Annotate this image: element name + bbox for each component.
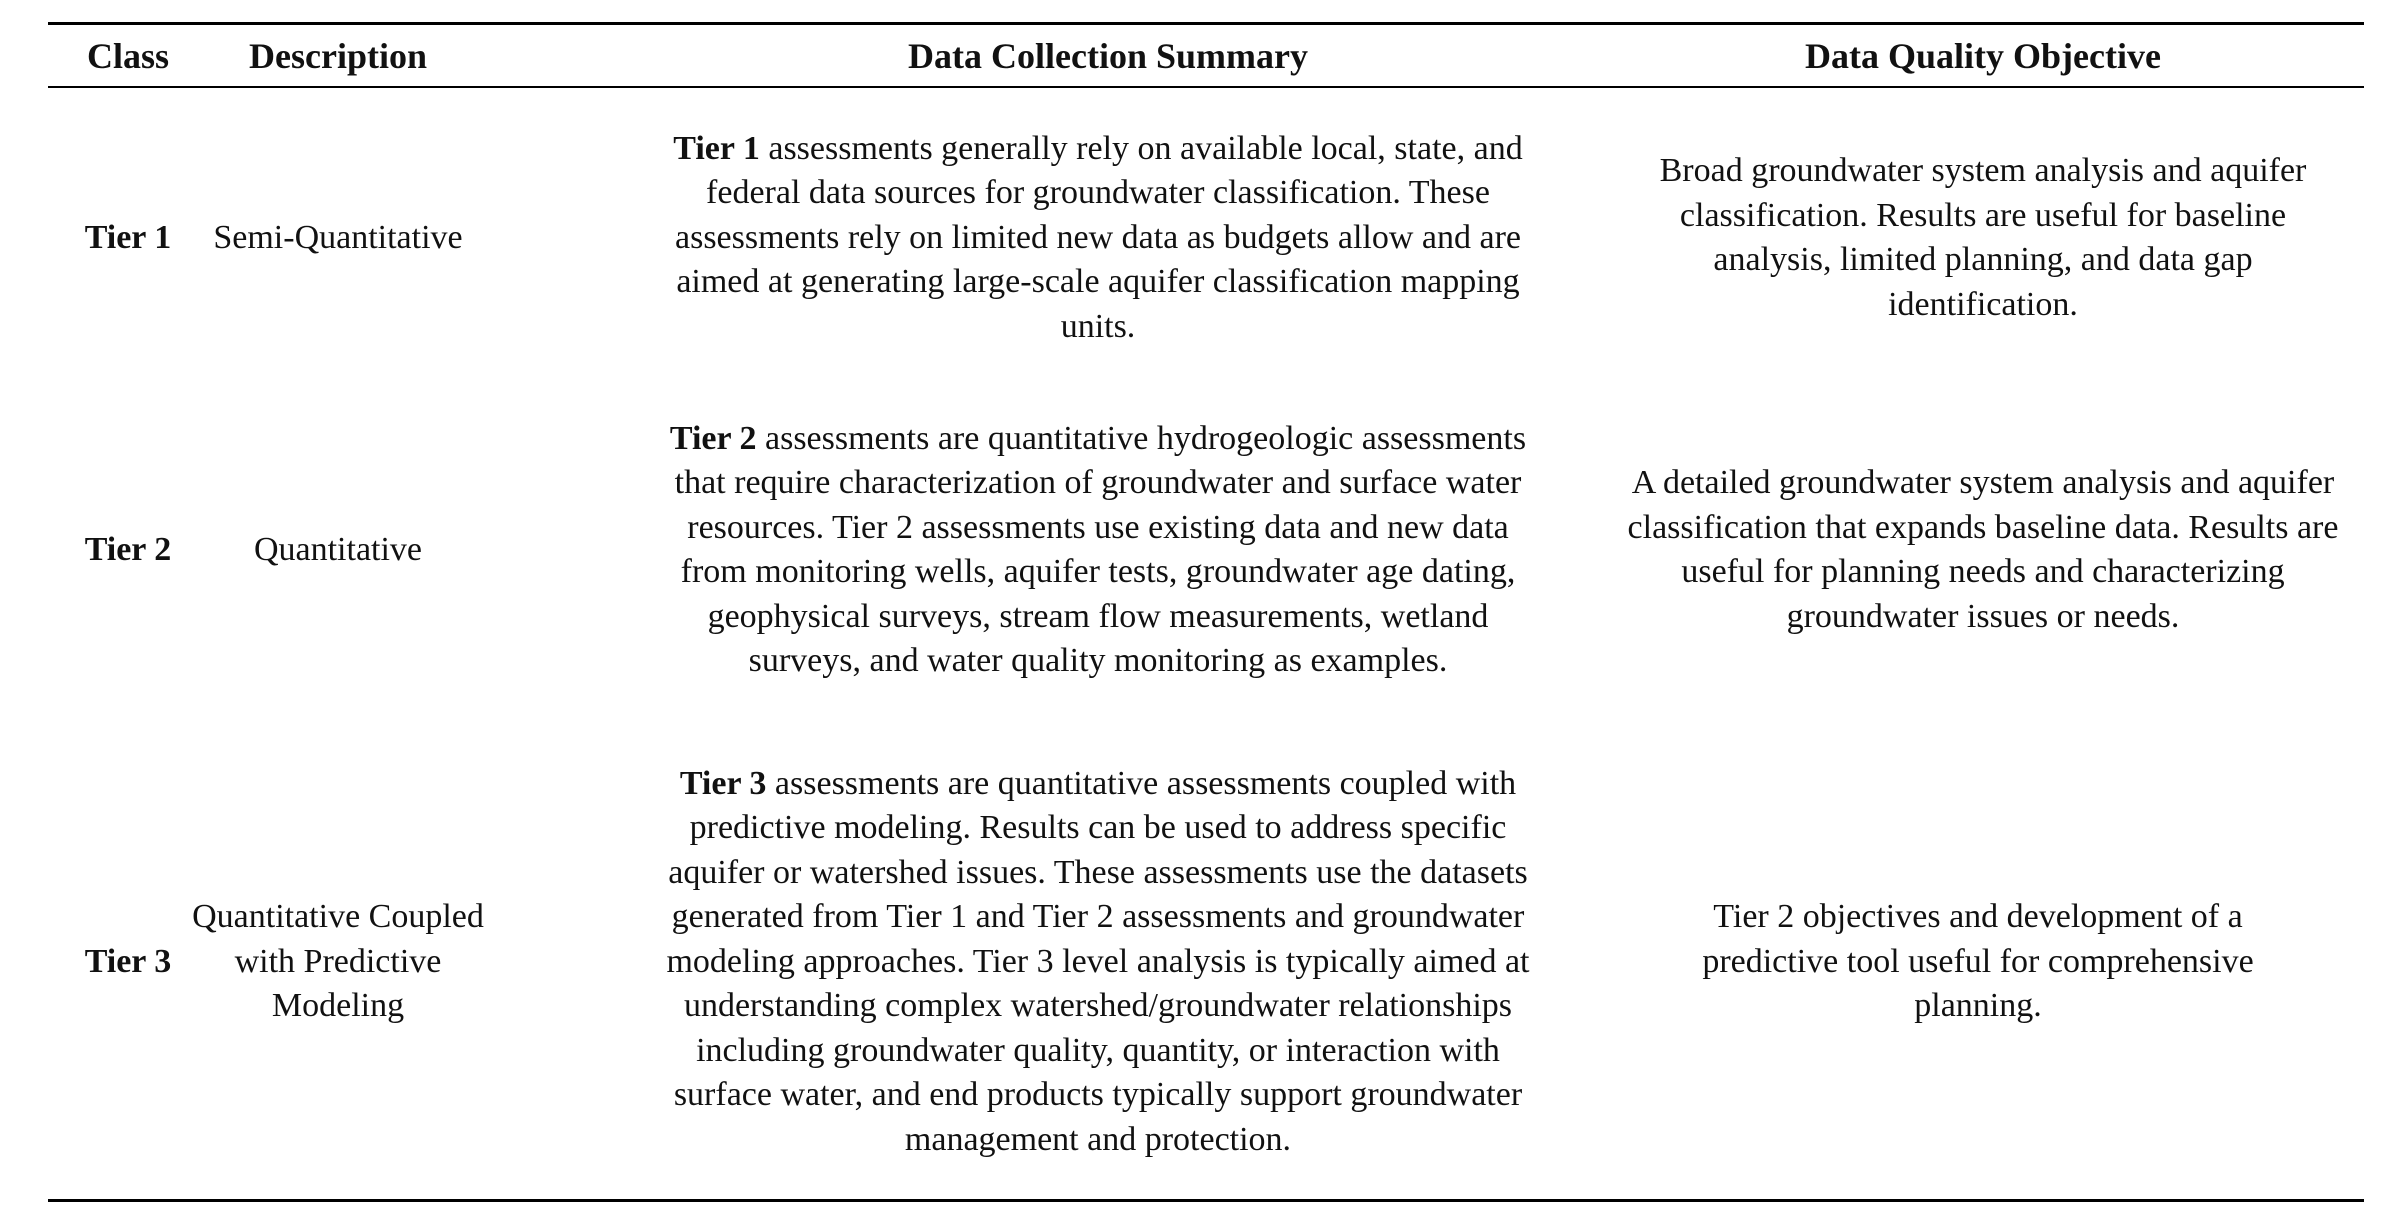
- row-class: Tier 3: [84, 942, 172, 980]
- row-summary-lead: Tier 1: [673, 129, 760, 167]
- row-summary: [648, 118, 1548, 358]
- row-description: Quantitative: [253, 530, 423, 568]
- header-class: Class: [86, 35, 170, 76]
- row-description: Semi-Quantitative: [213, 218, 463, 256]
- row-description: Quantitative Coupled with Predictive Modeling: [192, 898, 484, 1025]
- row-class: Tier 2: [84, 530, 172, 568]
- row-class: Tier 1: [84, 218, 172, 256]
- row-summary-lead: Tier 3: [679, 764, 767, 802]
- row-summary-text: assessments are quantitative hydrogeologic assessments that require characterization of groundwater and surface water resources. Tier 2 assessments use existing data and new data from monitoring wells, aquifer tests, groundwater age dating, geophysical surveys, stream flow measurements, wetland surveys, and water quality monitoring as examples.: [674, 419, 1527, 679]
- row-objective: Broad groundwater system analysis and aquifer classification. Results are useful for baseline analysis, limited planning, and data gap identification.: [1659, 152, 2307, 323]
- groundwater-assessment-table: [48, 22, 2364, 1202]
- row-objective: Tier 2 objectives and development of a predictive tool useful for comprehensive planning.: [1702, 898, 2254, 1025]
- row-summary-text: assessments generally rely on available local, state, and federal data sources for groundwater classification. These assessments rely on limited new data as budgets allow and are aimed at generating large-scale aquifer classification mapping units.: [675, 129, 1523, 345]
- header-data-collection-summary: Data Collection Summary: [908, 35, 1308, 76]
- row-objective: A detailed groundwater system analysis and aquifer classification that expands baseline data. Results are useful for planning needs and characterizing groundwater issues or needs.: [1627, 464, 2339, 635]
- row-summary: [658, 380, 1538, 720]
- header-data-quality-objective: Data Quality Objective: [1805, 35, 2161, 76]
- header-rule: [48, 86, 2364, 88]
- row-summary-text: assessments are quantitative assessments coupled with predictive modeling. Results can be used to address specific aquifer or watershed issues. These assessments use the datasets generated from Tier 1 and Tier 2 assessments and groundwater modeling approaches. Tier 3 level analysis is typically aimed at understanding complex watershed/groundwater relationships including groundwater quality, quantity, or interaction with surface water, and end products typically support groundwater management and protection.: [666, 764, 1530, 1158]
- row-summary-lead: Tier 2: [669, 419, 757, 457]
- header-description: Description: [249, 35, 427, 76]
- table-bottom-rule: [48, 1199, 2364, 1202]
- row-summary: [658, 742, 1538, 1182]
